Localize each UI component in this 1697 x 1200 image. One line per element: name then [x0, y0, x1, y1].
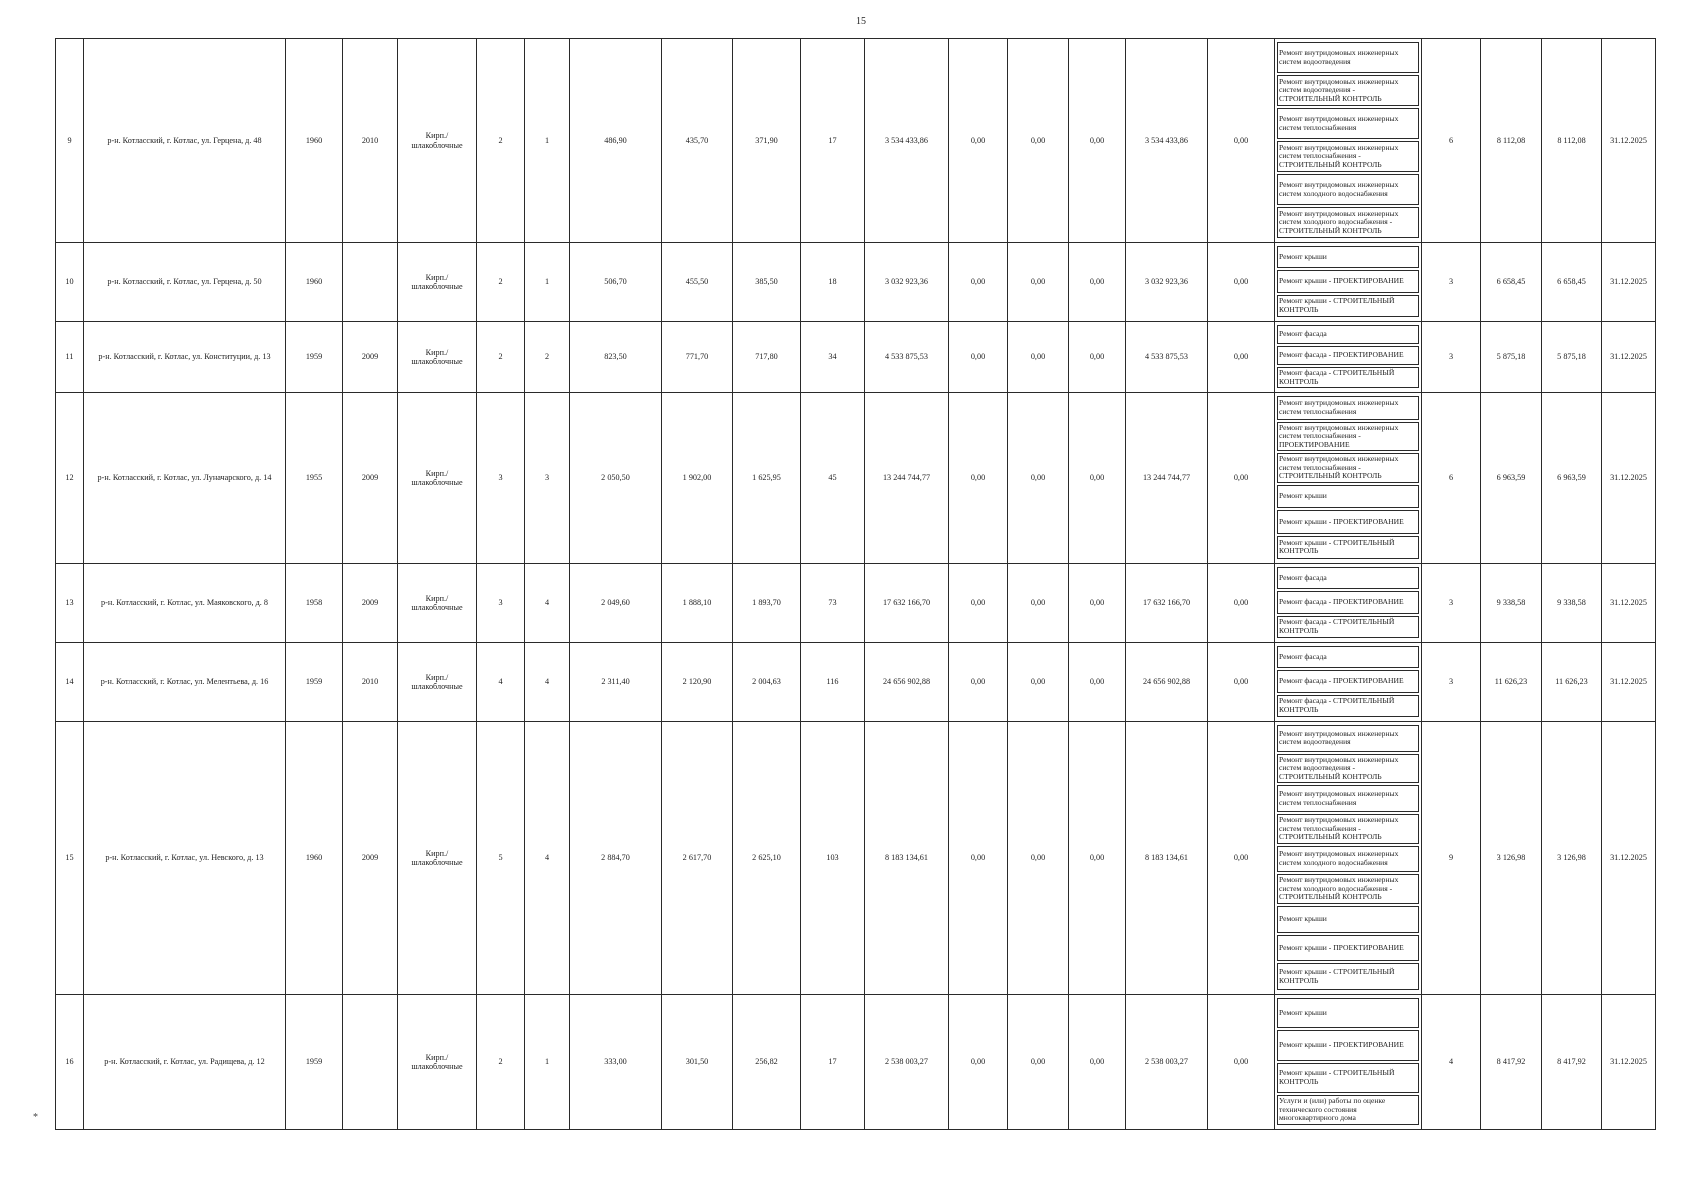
limit-cost-cell: 5 875,18	[1542, 322, 1602, 393]
work-item: Ремонт внутридомовых инженерных систем теплоснабжения - СТРОИТЕЛЬНЫЙ КОНТРОЛЬ	[1277, 141, 1419, 172]
address-cell: р-н. Котласский, г. Котлас, ул. Радищева, д. 12	[84, 995, 286, 1130]
residents-cell: 103	[801, 722, 865, 995]
area-living-cell: 455,50	[662, 243, 733, 322]
work-item: Ремонт крыши - СТРОИТЕЛЬНЫЙ КОНТРОЛЬ	[1277, 963, 1419, 990]
owners-funds-cell: 17 632 166,70	[1126, 564, 1208, 643]
table-row	[56, 564, 1656, 643]
owners-funds-cell: 3 032 923,36	[1126, 243, 1208, 322]
table-row	[56, 995, 1656, 1130]
table-body	[56, 39, 1656, 1130]
entrances-cell: 2	[525, 322, 570, 393]
area-total-cell: 2 311,40	[570, 643, 662, 722]
works-count-cell: 3	[1422, 243, 1481, 322]
subject-budget-cell: 0,00	[1008, 722, 1069, 995]
floors-cell: 3	[477, 393, 525, 564]
completion-date-cell: 31.12.2025	[1602, 995, 1656, 1130]
table-row	[56, 722, 1656, 995]
fund-financing-cell: 0,00	[949, 243, 1008, 322]
year-built-cell: 1955	[286, 393, 343, 564]
area-living-cell: 771,70	[662, 322, 733, 393]
cost-total-cell: 13 244 744,77	[865, 393, 949, 564]
area-total-cell: 2 884,70	[570, 722, 662, 995]
fund-financing-cell: 0,00	[949, 322, 1008, 393]
works-list-cell	[1275, 243, 1422, 322]
work-item: Ремонт внутридомовых инженерных систем холодного водоснабжения	[1277, 174, 1419, 205]
work-item: Ремонт внутридомовых инженерных систем холодного водоснабжения - СТРОИТЕЛЬНЫЙ КОНТРОЛЬ	[1277, 874, 1419, 904]
works-list-cell	[1275, 39, 1422, 243]
limit-cost-cell: 11 626,23	[1542, 643, 1602, 722]
owners-funds-cell: 4 533 875,53	[1126, 322, 1208, 393]
work-item: Ремонт фасада - ПРОЕКТИРОВАНИЕ	[1277, 346, 1419, 365]
works-list	[1275, 41, 1421, 239]
row-number-cell: 11	[56, 322, 84, 393]
other-funds-cell: 0,00	[1208, 722, 1275, 995]
work-item: Ремонт фасада	[1277, 567, 1419, 589]
area-total-cell: 486,90	[570, 39, 662, 243]
completion-date-cell: 31.12.2025	[1602, 322, 1656, 393]
works-count-cell: 6	[1422, 393, 1481, 564]
fund-financing-cell: 0,00	[949, 564, 1008, 643]
works-list-cell	[1275, 995, 1422, 1130]
entrances-cell: 4	[525, 643, 570, 722]
area-total-cell: 823,50	[570, 322, 662, 393]
work-item: Ремонт крыши - ПРОЕКТИРОВАНИЕ	[1277, 270, 1419, 292]
work-item: Ремонт внутридомовых инженерных систем водоотведения	[1277, 725, 1419, 752]
year-last-repair-cell: 2010	[343, 643, 398, 722]
work-item: Ремонт фасада - СТРОИТЕЛЬНЫЙ КОНТРОЛЬ	[1277, 616, 1419, 638]
fund-financing-cell: 0,00	[949, 722, 1008, 995]
works-list-cell	[1275, 322, 1422, 393]
address-cell: р-н. Котласский, г. Котлас, ул. Герцена, д. 48	[84, 39, 286, 243]
floors-cell: 3	[477, 564, 525, 643]
entrances-cell: 1	[525, 39, 570, 243]
margin-mark: *	[33, 1112, 38, 1123]
local-budget-cell: 0,00	[1069, 393, 1126, 564]
work-item: Ремонт внутридомовых инженерных систем теплоснабжения	[1277, 396, 1419, 420]
work-item: Ремонт внутридомовых инженерных систем холодного водоснабжения	[1277, 846, 1419, 873]
subject-budget-cell: 0,00	[1008, 564, 1069, 643]
work-item: Ремонт фасада - СТРОИТЕЛЬНЫЙ КОНТРОЛЬ	[1277, 695, 1419, 717]
work-item: Ремонт внутридомовых инженерных систем водоотведения - СТРОИТЕЛЬНЫЙ КОНТРОЛЬ	[1277, 75, 1419, 106]
completion-date-cell: 31.12.2025	[1602, 643, 1656, 722]
entrances-cell: 4	[525, 722, 570, 995]
work-item: Ремонт внутридомовых инженерных систем теплоснабжения - СТРОИТЕЛЬНЫЙ КОНТРОЛЬ	[1277, 453, 1419, 483]
fund-financing-cell: 0,00	[949, 995, 1008, 1130]
other-funds-cell: 0,00	[1208, 995, 1275, 1130]
other-funds-cell: 0,00	[1208, 643, 1275, 722]
works-list-cell	[1275, 564, 1422, 643]
fund-financing-cell: 0,00	[949, 643, 1008, 722]
year-last-repair-cell: 2009	[343, 564, 398, 643]
area-owned-cell: 1 625,95	[733, 393, 801, 564]
entrances-cell: 3	[525, 393, 570, 564]
entrances-cell: 4	[525, 564, 570, 643]
work-item: Ремонт крыши	[1277, 998, 1419, 1028]
works-list-cell	[1275, 722, 1422, 995]
unit-cost-cell: 11 626,23	[1481, 643, 1542, 722]
cost-total-cell: 8 183 134,61	[865, 722, 949, 995]
wall-material-cell: Кирп./ шлакоблочные	[398, 39, 477, 243]
residents-cell: 18	[801, 243, 865, 322]
works-list-cell	[1275, 643, 1422, 722]
cost-total-cell: 17 632 166,70	[865, 564, 949, 643]
subject-budget-cell: 0,00	[1008, 39, 1069, 243]
work-item: Ремонт внутридомовых инженерных систем теплоснабжения	[1277, 785, 1419, 812]
year-built-cell: 1959	[286, 643, 343, 722]
works-count-cell: 4	[1422, 995, 1481, 1130]
address-cell: р-н. Котласский, г. Котлас, ул. Герцена, д. 50	[84, 243, 286, 322]
work-item: Ремонт крыши - ПРОЕКТИРОВАНИЕ	[1277, 1030, 1419, 1060]
owners-funds-cell: 2 538 003,27	[1126, 995, 1208, 1130]
unit-cost-cell: 6 963,59	[1481, 393, 1542, 564]
works-list	[1275, 324, 1421, 389]
area-owned-cell: 1 893,70	[733, 564, 801, 643]
owners-funds-cell: 8 183 134,61	[1126, 722, 1208, 995]
works-list	[1275, 724, 1421, 991]
table-row	[56, 322, 1656, 393]
local-budget-cell: 0,00	[1069, 722, 1126, 995]
works-count-cell: 9	[1422, 722, 1481, 995]
address-cell: р-н. Котласский, г. Котлас, ул. Маяковского, д. 8	[84, 564, 286, 643]
work-item: Ремонт внутридомовых инженерных систем водоотведения	[1277, 42, 1419, 73]
row-number-cell: 9	[56, 39, 84, 243]
table-row	[56, 243, 1656, 322]
local-budget-cell: 0,00	[1069, 564, 1126, 643]
wall-material-cell: Кирп./ шлакоблочные	[398, 393, 477, 564]
work-item: Ремонт крыши - ПРОЕКТИРОВАНИЕ	[1277, 935, 1419, 962]
work-item: Ремонт внутридомовых инженерных систем теплоснабжения - СТРОИТЕЛЬНЫЙ КОНТРОЛЬ	[1277, 814, 1419, 844]
local-budget-cell: 0,00	[1069, 39, 1126, 243]
residents-cell: 45	[801, 393, 865, 564]
work-item: Ремонт внутридомовых инженерных систем водоотведения - СТРОИТЕЛЬНЫЙ КОНТРОЛЬ	[1277, 754, 1419, 784]
area-total-cell: 506,70	[570, 243, 662, 322]
table-row	[56, 39, 1656, 243]
entrances-cell: 1	[525, 995, 570, 1130]
wall-material-cell: Кирп./ шлакоблочные	[398, 243, 477, 322]
unit-cost-cell: 3 126,98	[1481, 722, 1542, 995]
address-cell: р-н. Котласский, г. Котлас, ул. Луначарского, д. 14	[84, 393, 286, 564]
subject-budget-cell: 0,00	[1008, 243, 1069, 322]
work-item: Ремонт фасада - ПРОЕКТИРОВАНИЕ	[1277, 591, 1419, 613]
year-built-cell: 1960	[286, 722, 343, 995]
unit-cost-cell: 8 417,92	[1481, 995, 1542, 1130]
work-item: Ремонт внутридомовых инженерных систем теплоснабжения	[1277, 108, 1419, 139]
year-built-cell: 1958	[286, 564, 343, 643]
table-row	[56, 393, 1656, 564]
residents-cell: 73	[801, 564, 865, 643]
area-owned-cell: 717,80	[733, 322, 801, 393]
address-cell: р-н. Котласский, г. Котлас, ул. Конституции, д. 13	[84, 322, 286, 393]
unit-cost-cell: 6 658,45	[1481, 243, 1542, 322]
year-built-cell: 1959	[286, 995, 343, 1130]
work-item: Ремонт крыши - СТРОИТЕЛЬНЫЙ КОНТРОЛЬ	[1277, 1063, 1419, 1093]
residents-cell: 34	[801, 322, 865, 393]
row-number-cell: 16	[56, 995, 84, 1130]
wall-material-cell: Кирп./ шлакоблочные	[398, 643, 477, 722]
wall-material-cell: Кирп./ шлакоблочные	[398, 995, 477, 1130]
works-list	[1275, 245, 1421, 318]
owners-funds-cell: 13 244 744,77	[1126, 393, 1208, 564]
completion-date-cell: 31.12.2025	[1602, 39, 1656, 243]
address-cell: р-н. Котласский, г. Котлас, ул. Мелентьева, д. 16	[84, 643, 286, 722]
row-number-cell: 12	[56, 393, 84, 564]
area-living-cell: 2 617,70	[662, 722, 733, 995]
unit-cost-cell: 5 875,18	[1481, 322, 1542, 393]
floors-cell: 2	[477, 995, 525, 1130]
work-item: Ремонт крыши	[1277, 906, 1419, 933]
subject-budget-cell: 0,00	[1008, 995, 1069, 1130]
completion-date-cell: 31.12.2025	[1602, 243, 1656, 322]
fund-financing-cell: 0,00	[949, 39, 1008, 243]
works-list	[1275, 645, 1421, 718]
area-total-cell: 2 050,50	[570, 393, 662, 564]
area-living-cell: 301,50	[662, 995, 733, 1130]
local-budget-cell: 0,00	[1069, 643, 1126, 722]
subject-budget-cell: 0,00	[1008, 322, 1069, 393]
area-owned-cell: 2 004,63	[733, 643, 801, 722]
address-cell: р-н. Котласский, г. Котлас, ул. Невского, д. 13	[84, 722, 286, 995]
floors-cell: 2	[477, 39, 525, 243]
area-living-cell: 1 888,10	[662, 564, 733, 643]
limit-cost-cell: 8 112,08	[1542, 39, 1602, 243]
wall-material-cell: Кирп./ шлакоблочные	[398, 722, 477, 995]
works-count-cell: 6	[1422, 39, 1481, 243]
residents-cell: 116	[801, 643, 865, 722]
cost-total-cell: 24 656 902,88	[865, 643, 949, 722]
area-living-cell: 435,70	[662, 39, 733, 243]
year-built-cell: 1959	[286, 322, 343, 393]
year-last-repair-cell	[343, 243, 398, 322]
works-count-cell: 3	[1422, 564, 1481, 643]
works-count-cell: 3	[1422, 322, 1481, 393]
work-item: Ремонт фасада	[1277, 646, 1419, 668]
completion-date-cell: 31.12.2025	[1602, 564, 1656, 643]
other-funds-cell: 0,00	[1208, 322, 1275, 393]
entrances-cell: 1	[525, 243, 570, 322]
year-last-repair-cell: 2009	[343, 322, 398, 393]
limit-cost-cell: 6 658,45	[1542, 243, 1602, 322]
floors-cell: 2	[477, 243, 525, 322]
wall-material-cell: Кирп./ шлакоблочные	[398, 322, 477, 393]
work-item: Ремонт крыши	[1277, 485, 1419, 509]
local-budget-cell: 0,00	[1069, 322, 1126, 393]
works-list-cell	[1275, 393, 1422, 564]
page-number: 15	[856, 16, 866, 27]
works-list	[1275, 395, 1421, 560]
row-number-cell: 10	[56, 243, 84, 322]
floors-cell: 5	[477, 722, 525, 995]
area-living-cell: 1 902,00	[662, 393, 733, 564]
work-item: Ремонт фасада	[1277, 325, 1419, 344]
area-living-cell: 2 120,90	[662, 643, 733, 722]
works-count-cell: 3	[1422, 643, 1481, 722]
other-funds-cell: 0,00	[1208, 243, 1275, 322]
table-row	[56, 643, 1656, 722]
cost-total-cell: 3 032 923,36	[865, 243, 949, 322]
row-number-cell: 13	[56, 564, 84, 643]
year-built-cell: 1960	[286, 243, 343, 322]
residents-cell: 17	[801, 39, 865, 243]
works-list	[1275, 997, 1421, 1126]
year-built-cell: 1960	[286, 39, 343, 243]
area-owned-cell: 371,90	[733, 39, 801, 243]
row-number-cell: 15	[56, 722, 84, 995]
other-funds-cell: 0,00	[1208, 393, 1275, 564]
work-item: Ремонт крыши	[1277, 246, 1419, 268]
limit-cost-cell: 6 963,59	[1542, 393, 1602, 564]
work-item: Ремонт крыши - ПРОЕКТИРОВАНИЕ	[1277, 510, 1419, 534]
fund-financing-cell: 0,00	[949, 393, 1008, 564]
year-last-repair-cell: 2009	[343, 393, 398, 564]
work-item: Ремонт фасада - СТРОИТЕЛЬНЫЙ КОНТРОЛЬ	[1277, 367, 1419, 388]
year-last-repair-cell: 2009	[343, 722, 398, 995]
limit-cost-cell: 3 126,98	[1542, 722, 1602, 995]
work-item: Ремонт внутридомовых инженерных систем холодного водоснабжения - СТРОИТЕЛЬНЫЙ КОНТРОЛЬ	[1277, 207, 1419, 238]
work-item: Услуги и (или) работы по оценке технического состояния многоквартирного дома	[1277, 1095, 1419, 1125]
area-total-cell: 333,00	[570, 995, 662, 1130]
limit-cost-cell: 8 417,92	[1542, 995, 1602, 1130]
owners-funds-cell: 24 656 902,88	[1126, 643, 1208, 722]
residents-cell: 17	[801, 995, 865, 1130]
completion-date-cell: 31.12.2025	[1602, 722, 1656, 995]
floors-cell: 2	[477, 322, 525, 393]
capital-repair-register-table	[55, 38, 1656, 1130]
area-owned-cell: 2 625,10	[733, 722, 801, 995]
work-item: Ремонт крыши - СТРОИТЕЛЬНЫЙ КОНТРОЛЬ	[1277, 295, 1419, 317]
area-owned-cell: 256,82	[733, 995, 801, 1130]
local-budget-cell: 0,00	[1069, 243, 1126, 322]
work-item: Ремонт фасада - ПРОЕКТИРОВАНИЕ	[1277, 670, 1419, 692]
subject-budget-cell: 0,00	[1008, 643, 1069, 722]
works-list	[1275, 566, 1421, 639]
year-last-repair-cell: 2010	[343, 39, 398, 243]
unit-cost-cell: 8 112,08	[1481, 39, 1542, 243]
cost-total-cell: 2 538 003,27	[865, 995, 949, 1130]
work-item: Ремонт внутридомовых инженерных систем теплоснабжения - ПРОЕКТИРОВАНИЕ	[1277, 422, 1419, 452]
area-owned-cell: 385,50	[733, 243, 801, 322]
unit-cost-cell: 9 338,58	[1481, 564, 1542, 643]
work-item: Ремонт крыши - СТРОИТЕЛЬНЫЙ КОНТРОЛЬ	[1277, 536, 1419, 560]
subject-budget-cell: 0,00	[1008, 393, 1069, 564]
cost-total-cell: 4 533 875,53	[865, 322, 949, 393]
limit-cost-cell: 9 338,58	[1542, 564, 1602, 643]
other-funds-cell: 0,00	[1208, 564, 1275, 643]
owners-funds-cell: 3 534 433,86	[1126, 39, 1208, 243]
wall-material-cell: Кирп./ шлакоблочные	[398, 564, 477, 643]
area-total-cell: 2 049,60	[570, 564, 662, 643]
year-last-repair-cell	[343, 995, 398, 1130]
completion-date-cell: 31.12.2025	[1602, 393, 1656, 564]
local-budget-cell: 0,00	[1069, 995, 1126, 1130]
cost-total-cell: 3 534 433,86	[865, 39, 949, 243]
row-number-cell: 14	[56, 643, 84, 722]
other-funds-cell: 0,00	[1208, 39, 1275, 243]
floors-cell: 4	[477, 643, 525, 722]
